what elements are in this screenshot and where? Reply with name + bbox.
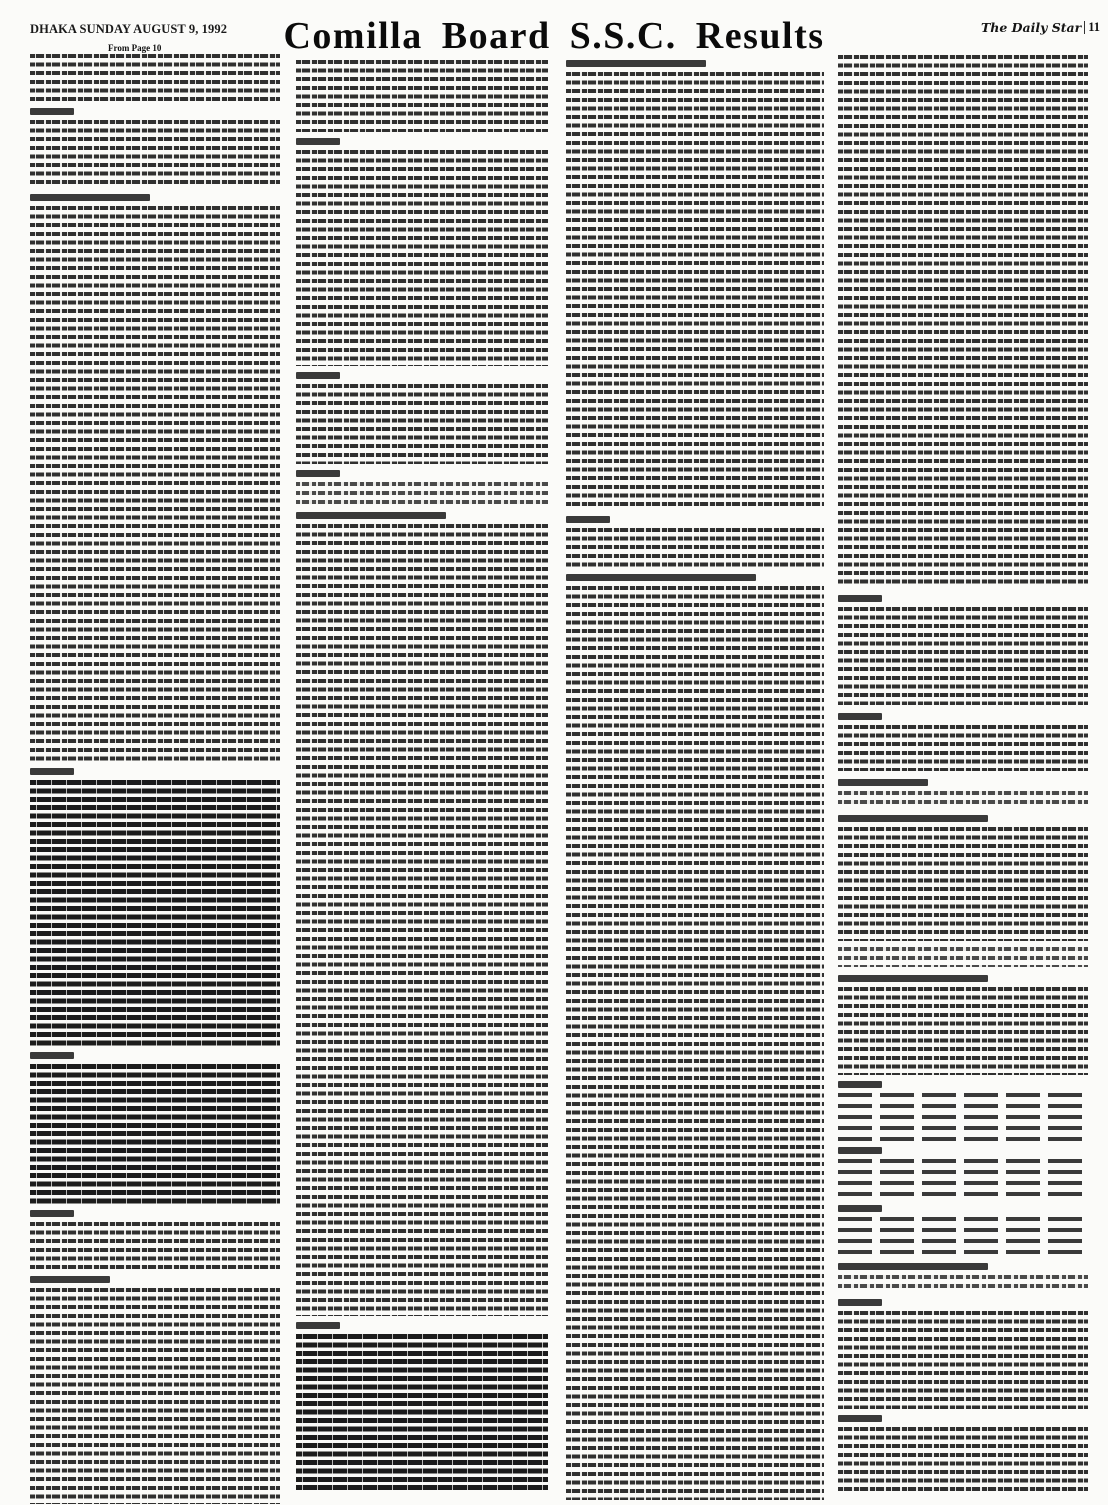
section-label — [838, 815, 988, 822]
results-block — [30, 194, 280, 762]
section-label — [30, 1052, 74, 1059]
section-label — [838, 1081, 882, 1088]
results-block — [838, 1147, 1088, 1199]
results-block — [296, 372, 548, 464]
section-label — [566, 516, 610, 523]
results-column-3 — [566, 50, 824, 1500]
section-label — [838, 1415, 882, 1422]
continuation-note: From Page 10 — [108, 43, 162, 53]
page-number: 11 — [1088, 20, 1100, 34]
results-column-4 — [838, 55, 1088, 1505]
results-block — [838, 975, 1088, 1075]
results-block — [838, 1205, 1088, 1257]
paper-tag — [981, 20, 1100, 35]
section-label — [838, 1205, 882, 1212]
results-block — [296, 470, 548, 506]
section-label — [838, 779, 928, 786]
section-label — [838, 975, 988, 982]
section-label — [838, 595, 882, 602]
section-label — [296, 1322, 340, 1329]
results-block — [838, 947, 1088, 967]
section-label — [566, 574, 756, 581]
masthead — [0, 0, 1108, 62]
section-label — [838, 1299, 882, 1306]
results-block — [30, 1052, 280, 1204]
section-label — [838, 1147, 882, 1154]
results-block — [30, 768, 280, 1046]
results-block — [296, 138, 548, 366]
results-block — [296, 60, 548, 132]
results-block — [838, 595, 1088, 705]
section-label — [838, 713, 882, 720]
results-block — [566, 516, 824, 568]
dateline: DHAKA SUNDAY AUGUST 9, 1992 — [30, 22, 228, 36]
results-block — [838, 815, 1088, 941]
section-label — [296, 512, 446, 519]
results-block — [296, 512, 548, 1316]
results-block — [30, 1276, 280, 1504]
section-label — [30, 194, 150, 201]
section-label — [296, 470, 340, 477]
section-label — [838, 1263, 988, 1270]
section-label — [30, 768, 74, 775]
results-block — [566, 574, 824, 1500]
results-column-1 — [30, 54, 280, 1504]
results-block — [296, 1322, 548, 1492]
results-block — [838, 1081, 1088, 1141]
results-block — [838, 779, 1088, 807]
results-block — [838, 1263, 1088, 1291]
results-block — [30, 108, 280, 188]
section-label — [566, 60, 706, 67]
results-block — [838, 55, 1088, 585]
section-label — [30, 1276, 110, 1283]
section-label — [30, 108, 74, 115]
page-separator — [1084, 21, 1085, 34]
results-block — [30, 1210, 280, 1270]
section-label — [30, 1210, 74, 1217]
page-headline: Comilla Board S.S.C. Results — [283, 15, 825, 57]
paper-name: The Daily Star — [980, 20, 1082, 35]
section-label — [296, 372, 340, 379]
results-block — [838, 1299, 1088, 1409]
results-block — [838, 1415, 1088, 1495]
results-column-2 — [296, 50, 548, 1500]
results-block — [838, 713, 1088, 771]
section-label — [296, 138, 340, 145]
results-block — [30, 54, 280, 104]
results-block — [566, 60, 824, 510]
